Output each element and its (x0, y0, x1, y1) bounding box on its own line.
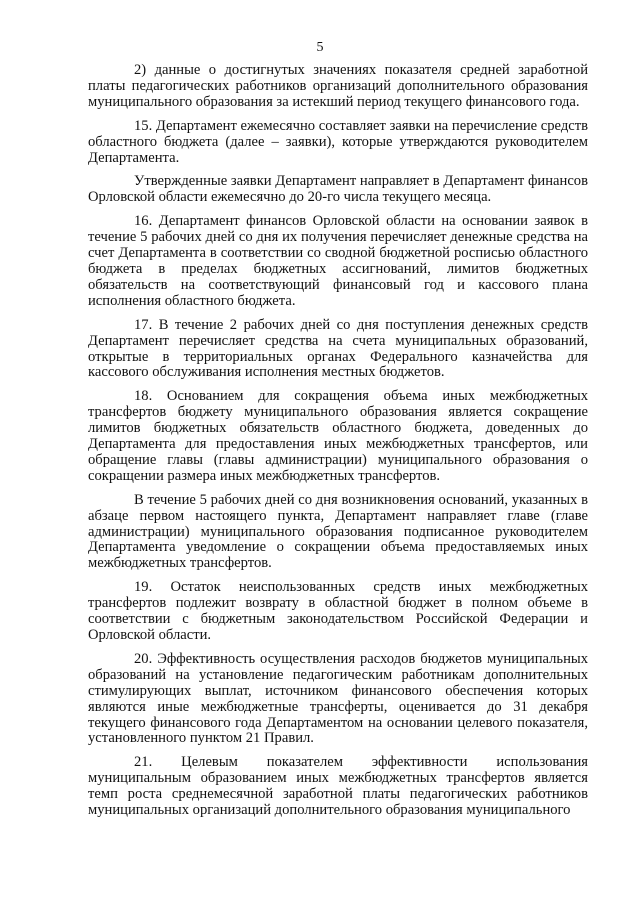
paragraph-reduction-notice: В течение 5 рабочих дней со дня возникновения оснований, указанных в абзаце первом настоящего пункта, Департамент направляет главе (главе администрации) муниципального образования подписанное руководителем Департамента уведомление о сокращении объема предоставляемых иных межбюджетных трансфертов. (88, 491, 588, 572)
paragraph-clause-18: 18. Основанием для сокращения объема иных межбюджетных трансфертов бюджету муниципального образования является сокращение лимитов бюджетных обязательств областного бюджета, доведенных до Департамента для предоставления иных межбюджетных трансфертов, или обращение главы (главы администрации) муниципального образования о сокращении размера иных межбюджетных трансфертов. (88, 388, 588, 484)
paragraph-clause-16: 16. Департамент финансов Орловской области на основании заявок в течение 5 рабочих дней со дня их получения перечисляет денежные средства на счет Департамента в соответствии со сводной бюджетной росписью областного бюджета в пределах бюджетных ассигнований, лимитов бюджетных обязательств на соответствующий финансовый год и кассового плана исполнения областного бюджета. (88, 213, 588, 309)
paragraph-clause-20: 20. Эффективность осуществления расходов бюджетов муниципальных образований на установление педагогическим работникам дополнительных стимулирующих выплат, источником финансового обеспечения которых являются иные межбюджетные трансферты, оценивается до 31 декабря текущего финансового года Департаментом на основании целевого показателя, установленного пунктом 21 Правил. (88, 650, 588, 747)
paragraph-item-2: 2) данные о достигнутых значениях показателя средней заработной платы педагогических работников организаций дополнительного образования муниципального образования за истекший период текущего финансового года. (88, 62, 588, 110)
paragraph-clause-15: 15. Департамент ежемесячно составляет заявки на перечисление средств областного бюджета (далее – заявки), которые утверждаются руководителем Департамента. (88, 117, 588, 166)
paragraph-approved-requests: Утвержденные заявки Департамент направляет в Департамент финансов Орловской области ежемесячно до 20-го числа текущего месяца. (88, 173, 588, 206)
document-body (88, 63, 588, 819)
page-number: 5 (316, 40, 324, 55)
paragraph-clause-19: 19. Остаток неиспользованных средств иных межбюджетных трансфертов подлежит возврату в областной бюджет в полном объеме в соответствии с бюджетным законодательством Российской Федерации и Орловской области. (88, 579, 588, 643)
paragraph-clause-17: 17. В течение 2 рабочих дней со дня поступления денежных средств Департамент перечисляет средства на счета муниципальных образований, открытые в территориальных органах Федерального казначейства для кассового обслуживания исполнения местных бюджетов. (88, 316, 588, 381)
paragraph-clause-21: 21. Целевым показателем эффективности использования муниципальным образованием иных межбюджетных трансфертов является темп роста среднемесячной заработной платы педагогических работников муниципальных организаций дополнительного образования муниципального (88, 754, 588, 819)
